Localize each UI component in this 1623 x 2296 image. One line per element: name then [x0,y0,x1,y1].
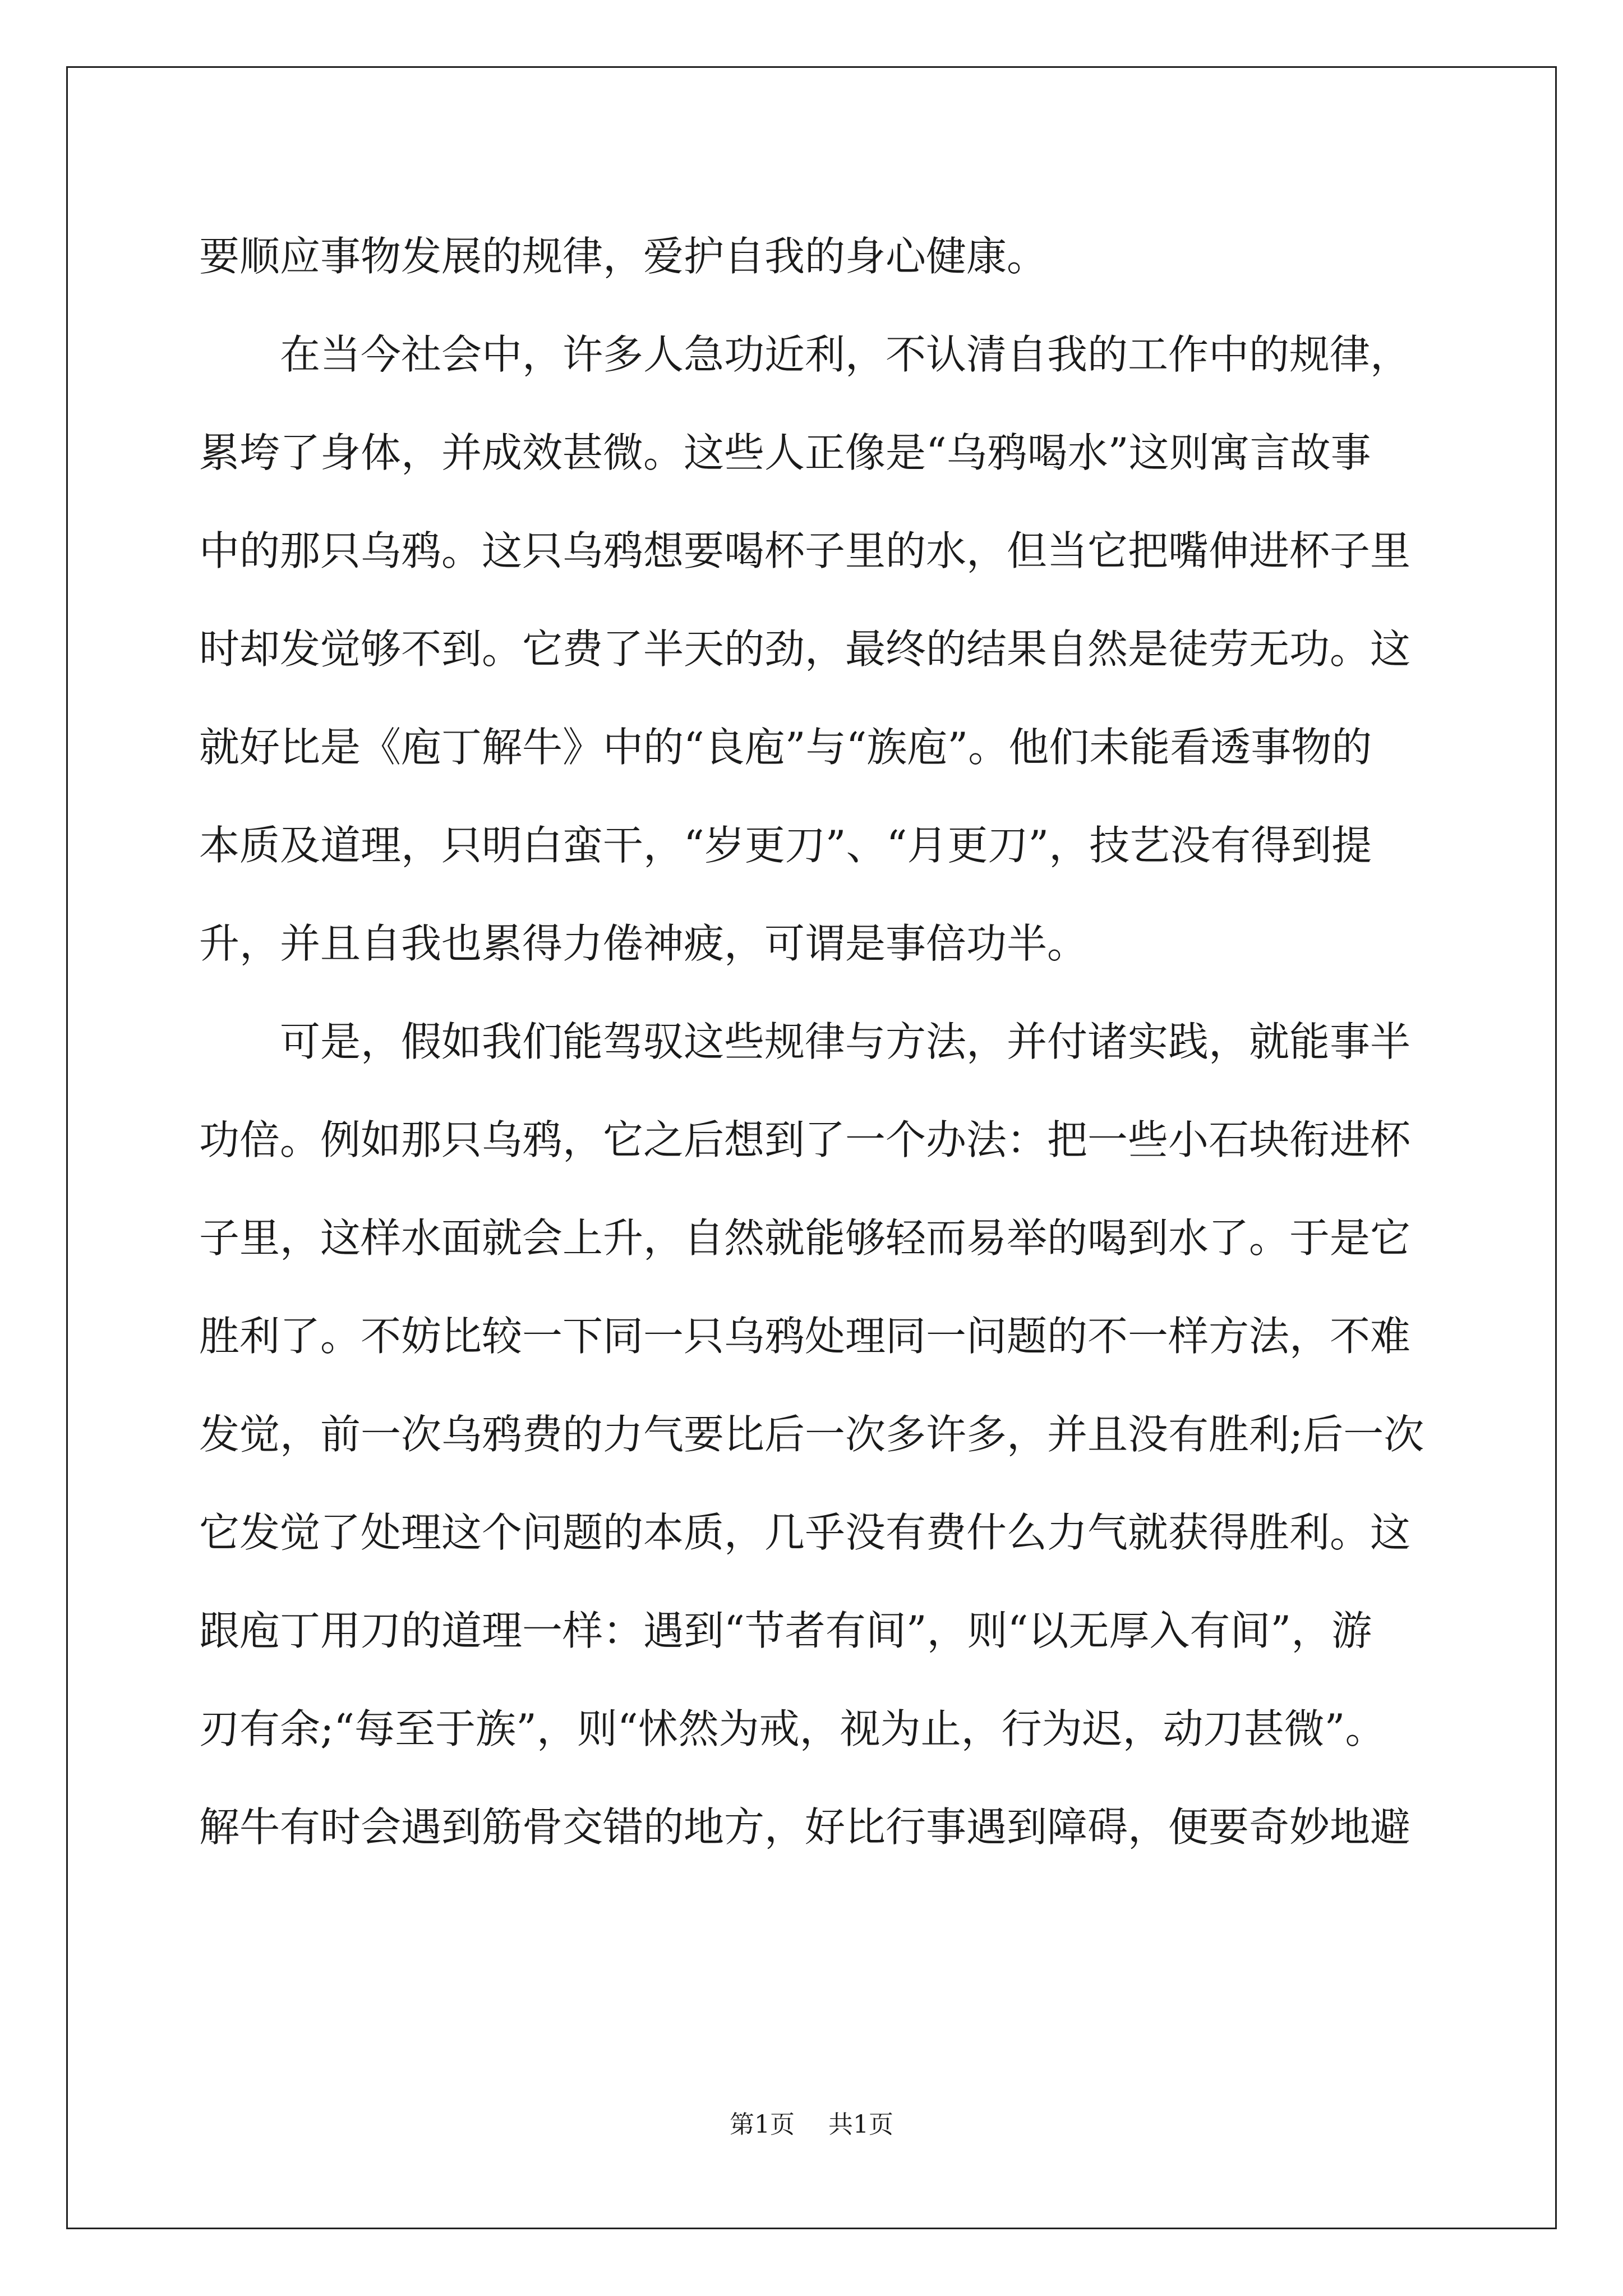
document-body [199,208,1450,1876]
text-line: 就好比是《庖丁解牛》中的“良庖”与“族庖”。他们未能看透事物的 [199,724,1372,771]
text-line: 发觉，前一次乌鸦费的力气要比后一次多许多，并且没有胜利;后一次 [199,1411,1424,1458]
text-line: 累垮了身体，并成效甚微。这些人正像是“乌鸦喝水”这则寓言故事 [199,429,1371,476]
text-line: 跟庖丁用刀的道理一样：遇到“节者有间”，则“以无厚入有间”，游 [199,1607,1372,1654]
text-line: 要顺应事物发展的规律，爱护自我的身心健康。 [199,233,1048,280]
text-line: 它发觉了处理这个问题的本质，几乎没有费什么力气就获得胜利。这 [199,1509,1411,1556]
text-line: 时却发觉够不到。它费了半天的劲，最终的结果自然是徒劳无功。这 [199,625,1411,673]
text-line: 中的那只乌鸦。这只乌鸦想要喝杯子里的水，但当它把嘴伸进杯子里 [199,527,1411,574]
page-total: 共1页 [828,2110,893,2139]
page-footer [0,2108,1623,2142]
text-line: 子里，这样水面就会上升，自然就能够轻而易举的喝到水了。于是它 [199,1214,1411,1262]
text-line: 解牛有时会遇到筋骨交错的地方，好比行事遇到障碍，便要奇妙地避 [199,1803,1411,1851]
text-line: 刃有余;“每至于族”，则“怵然为戒，视为止，行为迟，动刀甚微”。 [199,1705,1386,1752]
text-line: 可是，假如我们能驾驭这些规律与方法，并付诸实践，就能事半 [199,1018,1411,1065]
text-line: 功倍。例如那只乌鸦，它之后想到了一个办法：把一些小石块衔进杯 [199,1116,1411,1163]
page-number: 第1页 [730,2110,795,2139]
text-line: 升，并且自我也累得力倦神疲，可谓是事倍功半。 [199,920,1088,967]
text-line: 本质及道理，只明白蛮干，“岁更刀”、“月更刀”，技艺没有得到提 [199,822,1372,869]
text-line: 在当今社会中，许多人急功近利，不认清自我的工作中的规律， [199,331,1411,378]
text-line: 胜利了。不妨比较一下同一只乌鸦处理同一问题的不一样方法，不难 [199,1313,1411,1360]
